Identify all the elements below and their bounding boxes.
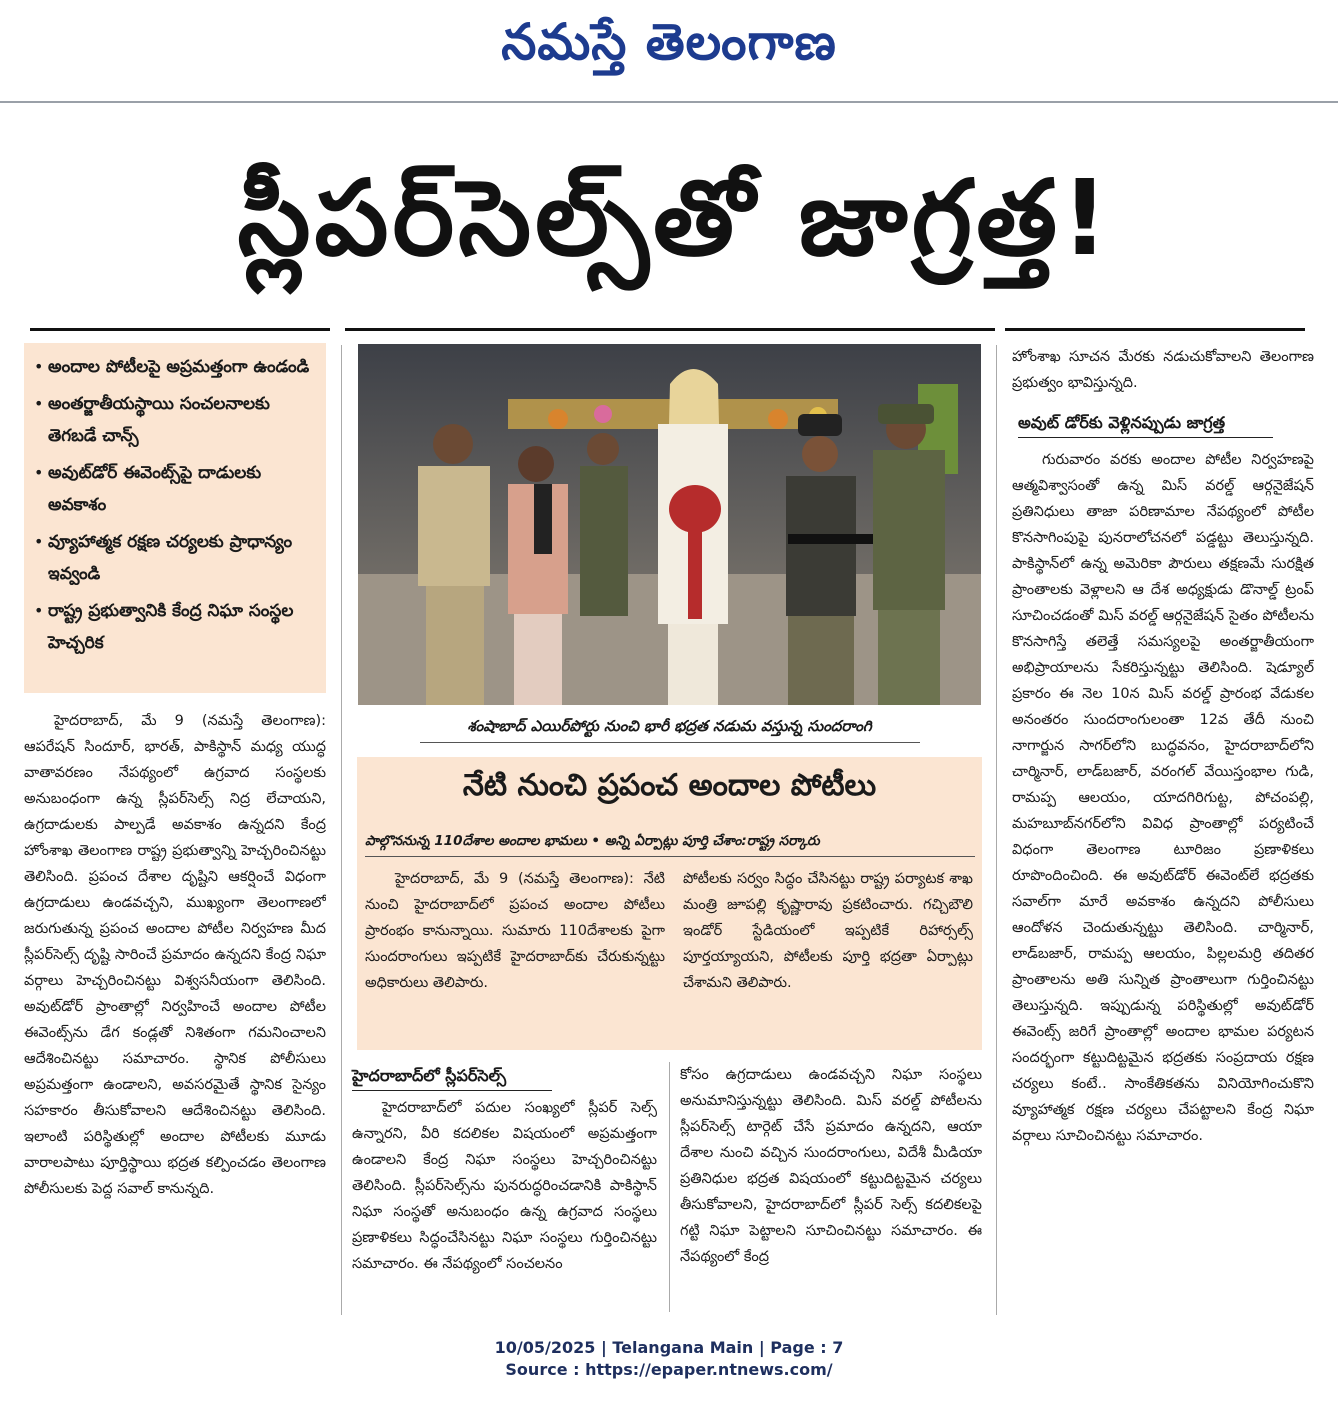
airport-photo-illustration xyxy=(358,344,981,705)
right-column-article: గురువారం వరకు అందాల పోటీల నిర్వహణపై ఆత్మవిశ్వాసంతో ఉన్న మిస్ వరల్డ్ ఆర్గనైజేషన్ ప్రతినిధులు తాజా పరిణామాల నేపథ్యంలో పోటీల కొనసాగింపుపై పునరాలోచనలో పడ్డట్టు తెలుస్తున్నది. పాకిస్థాన్‌లో ఉన్న అమెరికా పౌరులు తక్షణమే సురక్షిత ప్రాంతాలకు వెళ్లాలని ఆ దేశ అధ్యక్షుడు డొనాల్డ్ ట్రంప్ సూచించడంతో మిస్ వరల్డ్ ఆర్గనైజేషన్ సైతం పోటీలను కొనసాగిస్తే తలెత్తే సమస్యలపై అంతర్జాతీయంగా అభిప్రాయాలను సేకరిస్తున్నట్టు తెలిసింది. షెడ్యూల్ ప్రకారం ఈ నెల 10న మిస్ వరల్డ్ ప్రారంభ వేడుకల అనంతరం సుందరాంగులంతా 12వ తేదీ నుంచి నాగార్జున సాగర్‌లోని బుద్ధవనం, హైదరాబాద్‌లోని చార్మినార్, లాడ్‌బజార్, వరంగల్ వేయిస్తంభాల గుడి, రామప్ప ఆలయం, యాదగిరిగుట్ట, పోచంపల్లి, మహబూబ్‌నగర్‌లోని వివిధ ప్రాంతాల్లో పర్యటించే విధంగా తెలంగాణ టూరిజం ప్రణాళికలు రూపొందించింది. ఈ అవుట్‌డోర్ ఈవెంట్‌లే భద్రతకు సవాల్‌గా మారే అవకాశం ఉన్నదని పోలీసులు ఆందోళన చెందుతున్నట్టు తెలిసింది. చార్మినార్, లాడ్‌బజార్, రామప్ప ఆలయం, పిల్లలమర్రి తదితర ప్రాంతాలను అతి సున్నిత ప్రాంతాలుగా గుర్తించినట్టు తెలుస్తున్నది. ఇప్పుడున్న పరిస్థితుల్లో అవుట్‌డోర్ ఈవెంట్స్ జరిగే ప్రాంతాల్లో అందాల భామల పర్యటన సందర్భంగా కట్టుదిట్టమైన భద్రతకు సంప్రదాయ రక్షణ చర్యలు కంటే.. సాంకేతికతను వినియోగించుకొని వ్యూహాత్మక రక్షణ చర్యలు చేపట్టాలని కేంద్ర నిఘా వర్గాలు సూచించినట్టు సమాచారం. xyxy=(1012,452,1314,1144)
edition-info: 10/05/2025 | Telangana Main | Page : 7 xyxy=(494,1338,844,1357)
main-headline: స్లీపర్‌సెల్స్‌తో జాగ్రత్త! xyxy=(237,157,1113,279)
column-divider xyxy=(341,345,342,1315)
hyderabad-subhead: హైదరాబాద్‌లో స్లీపర్‌సెల్స్ xyxy=(352,1066,507,1085)
bullet-icon: • xyxy=(34,463,44,482)
highlight-item: • అంతర్జాతీయస్థాయి సంచలనాలకు తెగబడే చాన్స్ xyxy=(34,388,320,452)
pageant-column-1: హైదరాబాద్, మే 9 (నమస్తే తెలంగాణ): నేటి నుంచి హైదరాబాద్‌లో ప్రపంచ అందాల పోటీలు ప్రారంభం కానున్నాయి. సుమారు 110దేశాలకు పైగా సుందరాంగులు ఇప్పటికే హైదరాబాద్‌కు చేరుకున్నట్టు అధికారులు తెలిపారు. xyxy=(365,871,665,991)
headline-rule-center xyxy=(345,328,995,331)
highlight-item: • అవుట్‌డోర్ ఈవెంట్స్‌పై దాడులకు అవకాశం xyxy=(34,457,320,521)
outdoor-subhead: అవుట్ డోర్‌కు వెళ్లినప్పుడు జాగ్రత్త xyxy=(1018,413,1226,432)
masthead-rule xyxy=(0,101,1338,103)
bullet-icon: • xyxy=(34,357,44,376)
bullet-icon: • xyxy=(591,833,605,849)
left-column-article: హైదరాబాద్, మే 9 (నమస్తే తెలంగాణ): ఆపరేషన్ సిందూర్, భారత్, పాకిస్థాన్ మధ్య యుద్ధ వాతావరణం నేపథ్యంలో ఉగ్రవాద సంస్థలకు అనుబంధంగా ఉన్న స్లీపర్‌సెల్స్ నిద్ర లేచాయని, ఉగ్రదాడులకు పాల్పడే అవకాశం ఉన్నదని కేంద్ర హోంశాఖ తెలంగాణ రాష్ట్ర ప్రభుత్వాన్ని హెచ్చరించినట్టు తెలిసింది. ప్రపంచ దేశాల దృష్టిని ఆకర్షించే విధంగా ఉగ్రదాడులు ఉండవచ్చని, ముఖ్యంగా తెలంగాణలో జరుగుతున్న ప్రపంచ అందాల పోటీల నిర్వహణ మీద స్లీపర్‌సెల్స్ దృష్టి సారించే ప్రమాదం ఉన్నదని కేంద్ర నిఘా వర్గాలు హెచ్చరించినట్టు విశ్వసనీయంగా తెలిసింది. అవుట్‌డోర్ ప్రాంతాల్లో నిర్వహించే అందాల పోటీల ఈవెంట్స్‌ను డేగ కండ్లతో నిశితంగా గమనించాలని ఆదేశించినట్టు సమాచారం. స్థానిక పోలీసులు అప్రమత్తంగా ఉండాలని, అవసరమైతే స్థానిక సైన్యం సహకారం తీసుకోవాలని ఆదేశించినట్టు తెలిసింది. ఇలాంటి పరిస్థితుల్లో అందాల పోటీలకు మూడు వారాలపాటు పూర్తిస్థాయి భద్రత కల్పించడం తెలంగాణ పోలీసులకు పెద్ద సవాల్ కానున్నది. xyxy=(24,713,326,1197)
page-footer xyxy=(0,1337,1338,1381)
headline-rule-left xyxy=(30,328,330,331)
bullet-icon: • xyxy=(34,601,44,620)
photo-caption: శంషాబాద్ ఎయిర్‌పోర్టు నుంచి భారీ భద్రత నడుమ వస్తున్న సుందరాంగి xyxy=(467,717,872,735)
highlight-item: • అందాల పోటీలపై అప్రమత్తంగా ఉండండి xyxy=(34,351,320,383)
highlight-item: • వ్యూహాత్మక రక్షణ చర్యలకు ప్రాధాన్యం ఇవ్వండి xyxy=(34,526,320,590)
column-divider xyxy=(669,1062,670,1312)
subhead-underline xyxy=(1018,437,1273,438)
hyderabad-column-2: కోసం ఉగ్రదాడులు ఉండవచ్చని నిఘా సంస్థలు అనుమానిస్తున్నట్టు తెలిసింది. మిస్ వరల్డ్ పోటీలను స్లీపర్‌సెల్స్ టార్గెట్ చేసే ప్రమాదం ఉన్నదని, ఆయా దేశాల నుంచి వచ్చిన సుందరాంగులు, విదేశీ మీడియా ప్రతినిధుల భద్రత విషయంలో కట్టుదిట్టమైన చర్యలు తీసుకోవాలని, హైదరాబాద్‌లో స్లీపర్ సెల్స్ కదలికలపై గట్టి నిఘా పెట్టాలని సూచించినట్టు సమాచారం. ఈ నేపథ్యంలో కేంద్ర xyxy=(680,1067,982,1265)
headline-rule-right xyxy=(1005,328,1305,331)
hyderabad-column-1: హైదరాబాద్‌లో పదుల సంఖ్యలో స్లీపర్ సెల్స్ ఉన్నారని, వీరి కదలికల విషయంలో అప్రమత్తంగా ఉండాలని కేంద్ర నిఘా సంస్థలు హెచ్చరించినట్టు తెలిసింది. స్లీపర్‌సెల్స్‌ను పునరుద్ధరించడానికి పాకిస్థాన్ నిఘా సంస్థతో అనుబంధం ఉన్న ఉగ్రవాద సంస్థలు ప్రణాళికలు సిద్ధంచేసినట్టు నిఘా సంస్థలు గుర్తించినట్టు సమాచారం. ఈ నేపథ్యంలో సంచలనం xyxy=(352,1100,657,1272)
masthead xyxy=(0,0,1338,100)
pageant-column-2: పోటీలకు సర్వం సిద్ధం చేసినట్టు రాష్ట్ర పర్యాటక శాఖ మంత్రి జూపల్లి కృష్ణారావు ప్రకటించారు. గచ్చిబౌలి ఇండోర్ స్టేడియంలో ఇప్పటికే రిహార్సల్స్ పూర్తయ్యాయని, పోటీలకు పూర్తి భద్రతా ఏర్పాట్లు చేశామని తెలిపారు. xyxy=(683,871,973,991)
bullet-icon: • xyxy=(34,532,44,551)
pageant-box-title: నేటి నుంచి ప్రపంచ అందాల పోటీలు xyxy=(462,768,877,803)
source-link[interactable]: Source : https://epaper.ntnews.com/ xyxy=(505,1360,833,1379)
pageant-sub-rule xyxy=(365,856,975,857)
highlights-box xyxy=(24,343,326,693)
pageant-box-sublines xyxy=(365,833,975,852)
caption-rule xyxy=(420,742,920,743)
subhead-underline xyxy=(352,1090,552,1091)
pageant-subline-1: పాల్గొననున్న 110దేశాల అందాల భామలు xyxy=(365,833,587,849)
highlight-item: • రాష్ట్ర ప్రభుత్వానికి కేంద్ర నిఘా సంస్థల హెచ్చరిక xyxy=(34,595,320,659)
column-divider xyxy=(996,345,997,1315)
news-photo xyxy=(358,344,981,705)
bullet-icon: • xyxy=(34,394,44,413)
pageant-subline-2: అన్ని ఏర్పాట్లు పూర్తి చేశాం:రాష్ట్ర సర్కారు xyxy=(604,833,820,849)
newspaper-title: నమస్తే తెలంగాణ xyxy=(501,12,837,71)
right-column-intro: హోంశాఖ సూచన మేరకు నడుచుకోవాలని తెలంగాణ ప్రభుత్వం భావిస్తున్నది. xyxy=(1012,349,1314,391)
